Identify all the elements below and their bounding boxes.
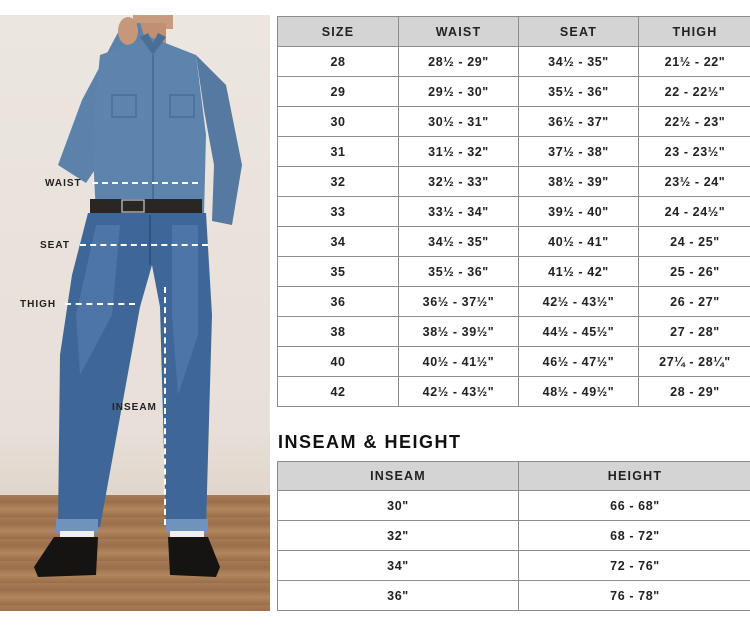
header-size: SIZE bbox=[278, 17, 399, 47]
waist-guide bbox=[92, 182, 198, 184]
seat-cell: 37½ - 38" bbox=[519, 137, 639, 167]
inseam-cell: 36" bbox=[278, 581, 519, 611]
model-figure bbox=[0, 15, 270, 611]
table-row bbox=[278, 137, 750, 167]
waist-cell: 28½ - 29" bbox=[399, 47, 519, 77]
waist-cell: 31½ - 32" bbox=[399, 137, 519, 167]
thigh-cell: 27 - 28" bbox=[639, 317, 750, 347]
seat-guide bbox=[80, 244, 208, 246]
size-cell: 31 bbox=[278, 137, 399, 167]
thigh-cell: 22 - 22½" bbox=[639, 77, 750, 107]
seat-cell: 42½ - 43½" bbox=[519, 287, 639, 317]
inseam-guide bbox=[164, 287, 166, 525]
table-row bbox=[278, 167, 750, 197]
size-cell: 33 bbox=[278, 197, 399, 227]
size-cell: 42 bbox=[278, 377, 399, 407]
seat-cell: 46½ - 47½" bbox=[519, 347, 639, 377]
waist-label: WAIST bbox=[45, 178, 82, 189]
thigh-label: THIGH bbox=[20, 299, 57, 310]
seat-label: SEAT bbox=[40, 240, 70, 251]
seat-cell: 38½ - 39" bbox=[519, 167, 639, 197]
thigh-cell: 23 - 23½" bbox=[639, 137, 750, 167]
table-row bbox=[278, 377, 750, 407]
table-row bbox=[278, 227, 750, 257]
inseam-cell: 32" bbox=[278, 521, 519, 551]
table-row bbox=[278, 521, 750, 551]
table-row bbox=[278, 107, 750, 137]
header-waist: WAIST bbox=[399, 17, 519, 47]
waist-cell: 34½ - 35" bbox=[399, 227, 519, 257]
inseam-height-title: INSEAM & HEIGHT bbox=[278, 432, 462, 452]
thigh-guide bbox=[65, 303, 135, 305]
thigh-cell: 25 - 26" bbox=[639, 257, 750, 287]
header-seat: SEAT bbox=[519, 17, 639, 47]
size-cell: 36 bbox=[278, 287, 399, 317]
waist-cell: 35½ - 36" bbox=[399, 257, 519, 287]
table-row bbox=[278, 287, 750, 317]
header-height: HEIGHT bbox=[519, 462, 750, 491]
table-row bbox=[278, 491, 750, 521]
height-cell: 68 - 72" bbox=[519, 521, 750, 551]
table-row bbox=[278, 197, 750, 227]
size-cell: 28 bbox=[278, 47, 399, 77]
thigh-cell: 24 - 24½" bbox=[639, 197, 750, 227]
thigh-cell: 28 - 29" bbox=[639, 377, 750, 407]
thigh-cell: 21½ - 22" bbox=[639, 47, 750, 77]
inseam-cell: 30" bbox=[278, 491, 519, 521]
table-row bbox=[278, 551, 750, 581]
thigh-cell: 26 - 27" bbox=[639, 287, 750, 317]
header-thigh: THIGH bbox=[639, 17, 750, 47]
table-row bbox=[278, 77, 750, 107]
seat-cell: 44½ - 45½" bbox=[519, 317, 639, 347]
waist-cell: 36½ - 37½" bbox=[399, 287, 519, 317]
waist-cell: 32½ - 33" bbox=[399, 167, 519, 197]
thigh-cell: 22½ - 23" bbox=[639, 107, 750, 137]
inseam-cell: 34" bbox=[278, 551, 519, 581]
seat-cell: 39½ - 40" bbox=[519, 197, 639, 227]
waist-cell: 38½ - 39½" bbox=[399, 317, 519, 347]
waist-cell: 40½ - 41½" bbox=[399, 347, 519, 377]
waist-cell: 42½ - 43½" bbox=[399, 377, 519, 407]
size-cell: 40 bbox=[278, 347, 399, 377]
thigh-cell: 24 - 25" bbox=[639, 227, 750, 257]
waist-cell: 29½ - 30" bbox=[399, 77, 519, 107]
inseam-label: INSEAM bbox=[112, 402, 157, 413]
size-cell: 34 bbox=[278, 227, 399, 257]
seat-cell: 41½ - 42" bbox=[519, 257, 639, 287]
thigh-cell: 27¼ - 28¼" bbox=[639, 347, 750, 377]
height-cell: 66 - 68" bbox=[519, 491, 750, 521]
size-cell: 35 bbox=[278, 257, 399, 287]
table-header-row bbox=[278, 462, 750, 491]
table-row bbox=[278, 257, 750, 287]
height-cell: 72 - 76" bbox=[519, 551, 750, 581]
table-row bbox=[278, 47, 750, 77]
seat-cell: 34½ - 35" bbox=[519, 47, 639, 77]
model-photo bbox=[0, 15, 270, 611]
thigh-cell: 23½ - 24" bbox=[639, 167, 750, 197]
table-row bbox=[278, 317, 750, 347]
seat-cell: 36½ - 37" bbox=[519, 107, 639, 137]
waist-cell: 30½ - 31" bbox=[399, 107, 519, 137]
table-header-row bbox=[278, 17, 750, 47]
header-inseam: INSEAM bbox=[278, 462, 519, 491]
size-cell: 29 bbox=[278, 77, 399, 107]
size-cell: 38 bbox=[278, 317, 399, 347]
size-cell: 32 bbox=[278, 167, 399, 197]
inseam-height-table bbox=[277, 461, 750, 611]
size-cell: 30 bbox=[278, 107, 399, 137]
table-row bbox=[278, 347, 750, 377]
seat-cell: 35½ - 36" bbox=[519, 77, 639, 107]
size-chart-table bbox=[277, 16, 750, 407]
seat-cell: 48½ - 49½" bbox=[519, 377, 639, 407]
seat-cell: 40½ - 41" bbox=[519, 227, 639, 257]
height-cell: 76 - 78" bbox=[519, 581, 750, 611]
waist-cell: 33½ - 34" bbox=[399, 197, 519, 227]
table-row bbox=[278, 581, 750, 611]
